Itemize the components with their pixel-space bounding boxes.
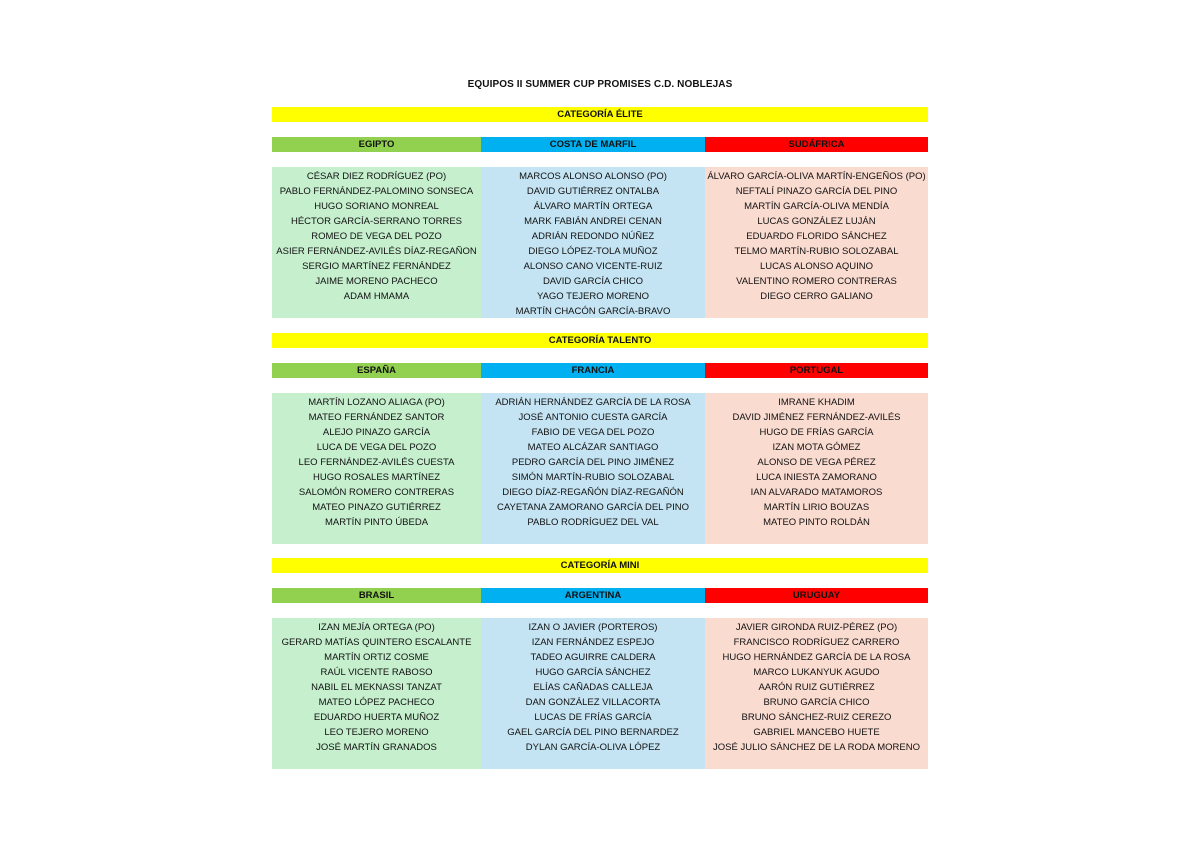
- player-name: FRANCISCO RODRÍGUEZ CARRERO: [733, 637, 900, 648]
- player-name: ASIER FERNÁNDEZ-AVILÉS DÍAZ-REGAÑON: [276, 246, 477, 257]
- player-name: JAIME MORENO PACHECO: [315, 276, 438, 287]
- team-header-francia: FRANCIA: [481, 363, 705, 378]
- player-name: ÁLVARO MARTÍN ORTEGA: [533, 201, 653, 212]
- player-name: ALONSO CANO VICENTE-RUIZ: [523, 261, 663, 272]
- category-header-categoria-elite: CATEGORÍA ÉLITE: [272, 107, 928, 122]
- player-name: CAYETANA ZAMORANO GARCÍA DEL PINO: [497, 502, 689, 513]
- player-name: AARÓN RUIZ GUTIÉRREZ: [758, 682, 875, 693]
- team-header-argentina: ARGENTINA: [481, 588, 705, 603]
- team-header-uruguay: URUGUAY: [705, 588, 928, 603]
- player-name: PABLO RODRÍGUEZ DEL VAL: [527, 517, 659, 528]
- player-name: ADRIÁN HERNÁNDEZ GARCÍA DE LA ROSA: [495, 397, 691, 408]
- player-name: MATEO PINAZO GUTIÉRREZ: [312, 502, 441, 513]
- player-name: MARTÍN ORTIZ COSME: [324, 652, 429, 663]
- player-name: DAVID GUTIÉRREZ ONTALBA: [526, 186, 660, 197]
- player-name: PEDRO GARCÍA DEL PINO JIMÉNEZ: [511, 457, 675, 468]
- player-name: MATEO LÓPEZ PACHECO: [318, 697, 435, 708]
- team-header-costa-de-marfil: COSTA DE MARFIL: [481, 137, 705, 152]
- player-name: IZAN MEJÍA ORTEGA (PO): [318, 622, 435, 633]
- team-roster-brasil: [272, 618, 481, 769]
- player-name: GERARD MATÍAS QUINTERO ESCALANTE: [281, 637, 472, 648]
- player-name: DIEGO CERRO GALIANO: [760, 291, 873, 302]
- player-name: TADEO AGUIRRE CALDERA: [530, 652, 656, 663]
- player-name: HUGO SORIANO MONREAL: [314, 201, 439, 212]
- player-name: EDUARDO HUERTA MUÑOZ: [313, 712, 440, 723]
- team-header-brasil: BRASIL: [272, 588, 481, 603]
- team-header-portugal: PORTUGAL: [705, 363, 928, 378]
- player-name: ROMEO DE VEGA DEL POZO: [311, 231, 442, 242]
- team-roster-uruguay: [705, 618, 928, 769]
- player-name: DAN GONZÁLEZ VILLACORTA: [525, 697, 661, 708]
- player-name: LEO TEJERO MORENO: [324, 727, 429, 738]
- player-name: NABIL EL MEKNASSI TANZAT: [311, 682, 442, 693]
- player-name: ÁLVARO GARCÍA-OLIVA MARTÍN-ENGEÑOS (PO): [707, 171, 926, 182]
- player-name: MARTÍN GARCÍA-OLIVA MENDÍA: [744, 201, 889, 212]
- player-name: JOSÉ JULIO SÁNCHEZ DE LA RODA MORENO: [713, 742, 920, 753]
- player-name: DYLAN GARCÍA-OLIVA LÓPEZ: [525, 742, 661, 753]
- player-name: NEFTALÍ PINAZO GARCÍA DEL PINO: [735, 186, 898, 197]
- player-name: SERGIO MARTÍNEZ FERNÁNDEZ: [302, 261, 451, 272]
- player-name: MARTÍN LIRIO BOUZAS: [763, 502, 870, 513]
- player-name: MATEO ALCÁZAR SANTIAGO: [527, 442, 659, 453]
- category-header-categoria-talento: CATEGORÍA TALENTO: [272, 333, 928, 348]
- player-name: JAVIER GIRONDA RUIZ-PÉREZ (PO): [735, 622, 898, 633]
- player-name: MARTÍN LOZANO ALIAGA (PO): [308, 397, 445, 408]
- player-name: LUCAS ALONSO AQUINO: [760, 261, 873, 272]
- team-roster-costa-de-marfil: [481, 167, 705, 318]
- player-name: MARTÍN PINTO ÚBEDA: [324, 517, 429, 528]
- player-name: JOSÉ ANTONIO CUESTA GARCÍA: [518, 412, 668, 423]
- player-name: BRUNO SÁNCHEZ-RUIZ CEREZO: [741, 712, 892, 723]
- player-name: IZAN MOTA GÓMEZ: [772, 442, 861, 453]
- player-name: GAEL GARCÍA DEL PINO BERNARDEZ: [507, 727, 679, 738]
- player-name: PABLO FERNÁNDEZ-PALOMINO SONSECA: [279, 186, 474, 197]
- player-name: MARTÍN CHACÓN GARCÍA-BRAVO: [515, 306, 671, 317]
- player-name: HUGO HERNÁNDEZ GARCÍA DE LA ROSA: [722, 652, 911, 663]
- player-name: IAN ALVARADO MATAMOROS: [750, 487, 883, 498]
- category-header-categoria-mini: CATEGORÍA MINI: [272, 558, 928, 573]
- player-name: ADAM HMAMA: [343, 291, 410, 302]
- player-name: MARK FABIÁN ANDREI CENAN: [524, 216, 662, 227]
- player-name: CÉSAR DIEZ RODRÍGUEZ (PO): [306, 171, 447, 182]
- player-name: FABIO DE VEGA DEL POZO: [531, 427, 655, 438]
- player-name: RAÚL VICENTE RABOSO: [320, 667, 433, 678]
- player-name: LUCA INIESTA ZAMORANO: [756, 472, 877, 483]
- player-name: HUGO ROSALES MARTÍNEZ: [312, 472, 441, 483]
- player-name: DAVID JIMÉNEZ FERNÁNDEZ-AVILÉS: [732, 412, 901, 423]
- player-name: JOSÉ MARTÍN GRANADOS: [316, 742, 437, 753]
- player-name: SIMÓN MARTÍN-RUBIO SOLOZABAL: [511, 472, 675, 483]
- team-roster-portugal: [705, 393, 928, 544]
- team-header-egipto: EGIPTO: [272, 137, 481, 152]
- team-roster-argentina: [481, 618, 705, 769]
- player-name: IZAN O JAVIER (PORTEROS): [528, 622, 658, 633]
- player-name: LUCAS GONZÁLEZ LUJÁN: [757, 216, 876, 227]
- player-name: ELÍAS CAÑADAS CALLEJA: [533, 682, 653, 693]
- player-name: MATEO FERNÁNDEZ SANTOR: [308, 412, 445, 423]
- player-name: DIEGO LÓPEZ-TOLA MUÑOZ: [528, 246, 658, 257]
- team-roster-egipto: [272, 167, 481, 318]
- player-name: GABRIEL MANCEBO HUETE: [753, 727, 880, 738]
- team-roster-francia: [481, 393, 705, 544]
- player-name: HUGO GARCÍA SÁNCHEZ: [535, 667, 651, 678]
- team-roster-espana: [272, 393, 481, 544]
- team-roster-sudafrica: [705, 167, 928, 318]
- team-header-espana: ESPAÑA: [272, 363, 481, 378]
- player-name: VALENTINO ROMERO CONTRERAS: [736, 276, 897, 287]
- player-name: DAVID GARCÍA CHICO: [542, 276, 644, 287]
- player-name: HÉCTOR GARCÍA-SERRANO TORRES: [290, 216, 463, 227]
- player-name: MARCO LUKANYUK AGUDO: [753, 667, 880, 678]
- player-name: TELMO MARTÍN-RUBIO SOLOZABAL: [734, 246, 899, 257]
- player-name: BRUNO GARCÍA CHICO: [763, 697, 870, 708]
- player-name: ADRIÁN REDONDO NÚÑEZ: [531, 231, 655, 242]
- player-name: MARCOS ALONSO ALONSO (PO): [519, 171, 667, 182]
- player-name: HUGO DE FRÍAS GARCÍA: [759, 427, 874, 438]
- player-name: ALEJO PINAZO GARCÍA: [322, 427, 431, 438]
- player-name: EDUARDO FLORIDO SÁNCHEZ: [746, 231, 887, 242]
- player-name: IZAN FERNÁNDEZ ESPEJO: [531, 637, 655, 648]
- player-name: LUCA DE VEGA DEL POZO: [316, 442, 437, 453]
- player-name: LUCAS DE FRÍAS GARCÍA: [534, 712, 652, 723]
- player-name: IMRANE KHADIM: [778, 397, 855, 408]
- team-header-sudafrica: SUDÁFRICA: [705, 137, 928, 152]
- player-name: ALONSO DE VEGA PÉREZ: [757, 457, 876, 468]
- player-name: YAGO TEJERO MORENO: [536, 291, 650, 302]
- player-name: MATEO PINTO ROLDÁN: [763, 517, 870, 528]
- player-name: DIEGO DÍAZ-REGAÑÓN DÍAZ-REGAÑÓN: [502, 487, 684, 498]
- document-title: EQUIPOS II SUMMER CUP PROMISES C.D. NOBLEJAS: [467, 79, 733, 90]
- player-name: SALOMÓN ROMERO CONTRERAS: [298, 487, 455, 498]
- player-name: LEO FERNÁNDEZ-AVILÉS CUESTA: [298, 457, 455, 468]
